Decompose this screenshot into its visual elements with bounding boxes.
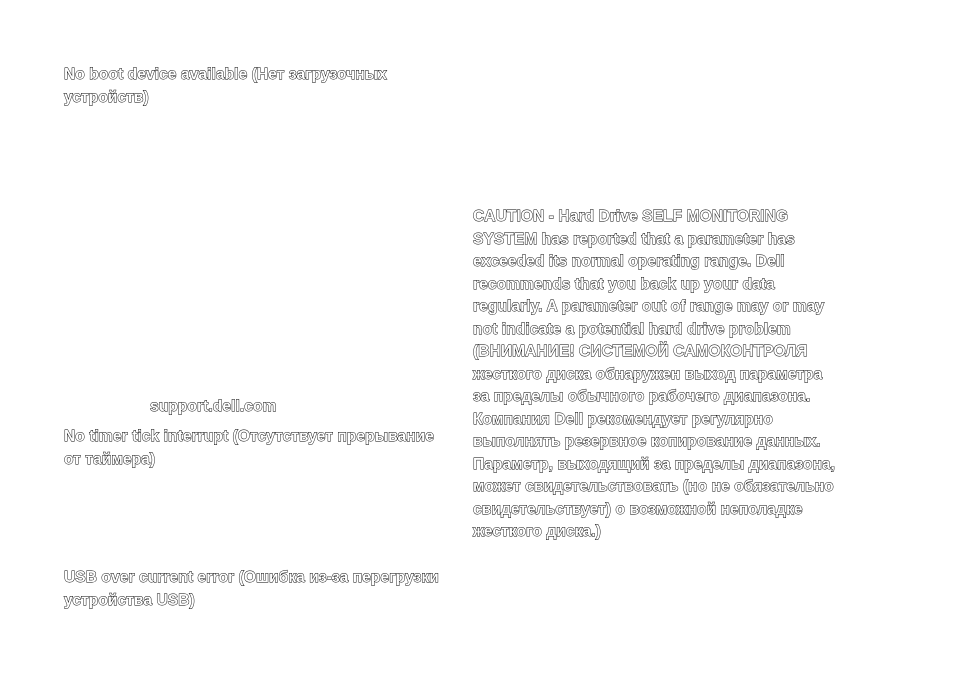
caution-line: может свидетельствовать (но не обязательно	[473, 478, 834, 495]
caution-line: свидетельствует) о возможной неполадке	[473, 500, 803, 518]
error-no-timer-tick-line: от таймера)	[64, 450, 156, 468]
error-usb-over-current-line: USB over current error (Ошибка из-за перегрузки	[64, 569, 439, 586]
caution-line: (ВНИМАНИЕ! СИСТЕМОЙ САМОКОНТРОЛЯ	[473, 343, 808, 360]
error-usb-over-current	[64, 567, 459, 612]
caution-line: Компания Dell рекомендует регулярно	[473, 410, 773, 428]
caution-line: regularly. A parameter out of range may or may	[473, 298, 825, 315]
caution-hard-drive-monitoring	[473, 206, 868, 544]
error-no-timer-tick-line: No timer tick interrupt (Отсутствует прерывание	[64, 428, 435, 445]
caution-line: exceeded its normal operating range. Dell	[473, 253, 785, 270]
error-no-boot-device	[64, 64, 454, 109]
caution-line: выполнять резервное копирование данных.	[473, 433, 821, 450]
caution-line: not indicate a potential hard drive problem	[473, 320, 791, 338]
error-no-boot-device-line: No boot device available (Нет загрузочных	[64, 66, 387, 83]
caution-line: CAUTION - Hard Drive SELF MONITORING	[473, 208, 789, 225]
caution-line: жесткого диска.)	[473, 523, 601, 540]
caution-line: за пределы обычного рабочего диапазона.	[473, 388, 811, 405]
caution-line: жесткого диска обнаружен выход параметра	[473, 365, 823, 383]
error-no-timer-tick	[64, 426, 459, 471]
caution-line: recommends that you back up your data	[473, 275, 775, 293]
caution-line: Параметр, выходящий за пределы диапазона,	[473, 455, 836, 473]
error-usb-over-current-line: устройства USB)	[64, 591, 195, 609]
error-no-boot-device-line: устройств)	[64, 88, 149, 106]
support-url	[150, 396, 450, 419]
support-url-text: support.dell.com	[150, 398, 277, 415]
caution-line: SYSTEM has reported that a parameter has	[473, 230, 795, 248]
